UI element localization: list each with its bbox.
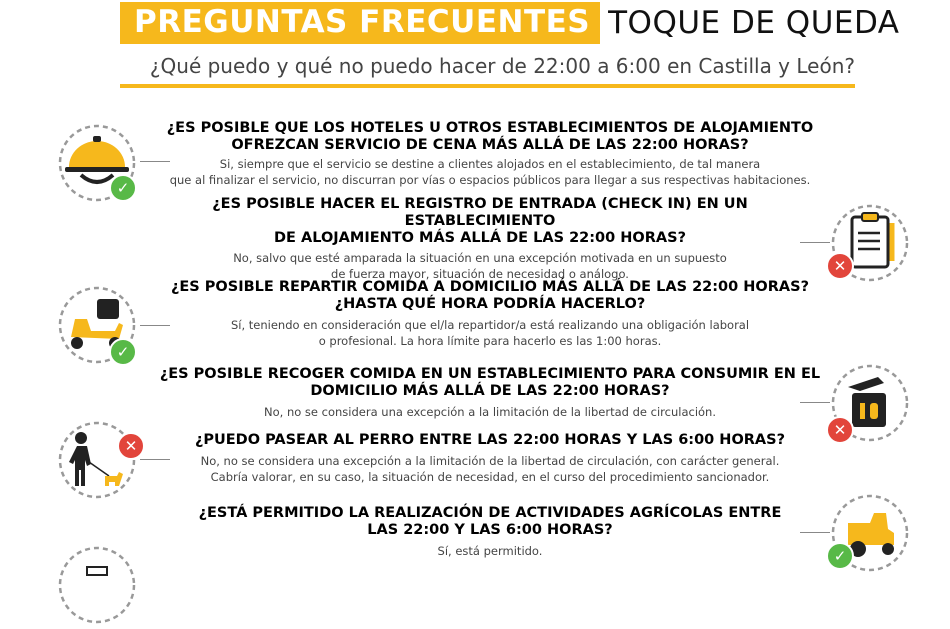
not-allowed-x-icon: ✕	[117, 432, 145, 460]
faq-answer: No, no se considera una excepción a la limitación de la libertad de circulación.	[264, 405, 716, 419]
not-allowed-x-icon: ✕	[826, 252, 854, 280]
faq-question: ¿PUEDO PASEAR AL PERRO ENTRE LAS 22:00 HORAS Y LAS 6:00 HORAS?	[194, 432, 786, 448]
header-title: TOQUE DE QUEDA	[608, 5, 900, 41]
faq-item	[140, 366, 840, 420]
faq-question: ¿ES POSIBLE QUE LOS HOTELES U OTROS ESTABLECIMIENTOS DE ALOJAMIENTO OFREZCAN SERVICIO DE CENA MÁS ALLÁ DE LAS 22:00 HORAS?	[166, 120, 814, 153]
allowed-check-icon: ✓	[826, 542, 854, 570]
not-allowed-x-icon: ✕	[826, 416, 854, 444]
faq-answer: No, no se considera una excepción a la limitación de la libertad de circulación, con carácter general. Cabría valorar, en su caso, la situación de necesidad, en el curso del procedimiento sancionador.	[200, 454, 780, 484]
allowed-check-icon: ✓	[109, 338, 137, 366]
faq-question: ¿ESTÁ PERMITIDO LA REALIZACIÓN DE ACTIVIDADES AGRÍCOLAS ENTRE LAS 22:00 Y LAS 6:00 HORAS?	[198, 505, 782, 538]
header-subtitle: ¿Qué puedo y qué no puedo hacer de 22:00 a 6:00 en Castilla y León?	[149, 54, 855, 78]
faq-answer: Si, siempre que el servicio se destine a clientes alojados en el establecimiento, de tal manera que al finalizar el servicio, no discurran por vías o espacios públicos para llegar a sus respectivas habitaciones.	[169, 157, 811, 187]
faq-question: ¿ES POSIBLE REPARTIR COMIDA A DOMICILIO MÁS ALLÁ DE LAS 22:00 HORAS? ¿HASTA QUÉ HORA PODRÍA HACERLO?	[170, 279, 809, 312]
header	[120, 0, 900, 46]
faq-item	[140, 196, 820, 282]
header-rule	[120, 84, 855, 88]
faq-answer: No, salvo que esté amparada la situación en una excepción motivada en un supuesto de fuerza mayor, situación de necesidad o análogo.	[233, 251, 727, 281]
partial-icon	[57, 545, 137, 625]
allowed-check-icon: ✓	[109, 174, 137, 202]
faq-item	[150, 505, 830, 559]
faq-answer: Sí, teniendo en consideración que el/la repartidor/a está realizando una obligación laboral o profesional. La hora límite para hacerlo es las 1:00 horas.	[230, 318, 750, 348]
faq-question: ¿ES POSIBLE RECOGER COMIDA EN UN ESTABLECIMIENTO PARA CONSUMIR EN EL DOMICILIO MÁS ALLÁ DE LAS 22:00 HORAS?	[159, 366, 821, 399]
faq-item	[150, 120, 830, 188]
header-highlight: PREGUNTAS FRECUENTES	[120, 2, 600, 44]
faq-answer: Sí, está permitido.	[437, 544, 543, 558]
faq-item	[150, 279, 830, 349]
faq-item	[150, 432, 830, 485]
faq-question: ¿ES POSIBLE HACER EL REGISTRO DE ENTRADA (CHECK IN) EN UN ESTABLECIMIENTO DE ALOJAMIENTO MÁS ALLÁ DE LAS 22:00 HORAS?	[212, 196, 748, 246]
